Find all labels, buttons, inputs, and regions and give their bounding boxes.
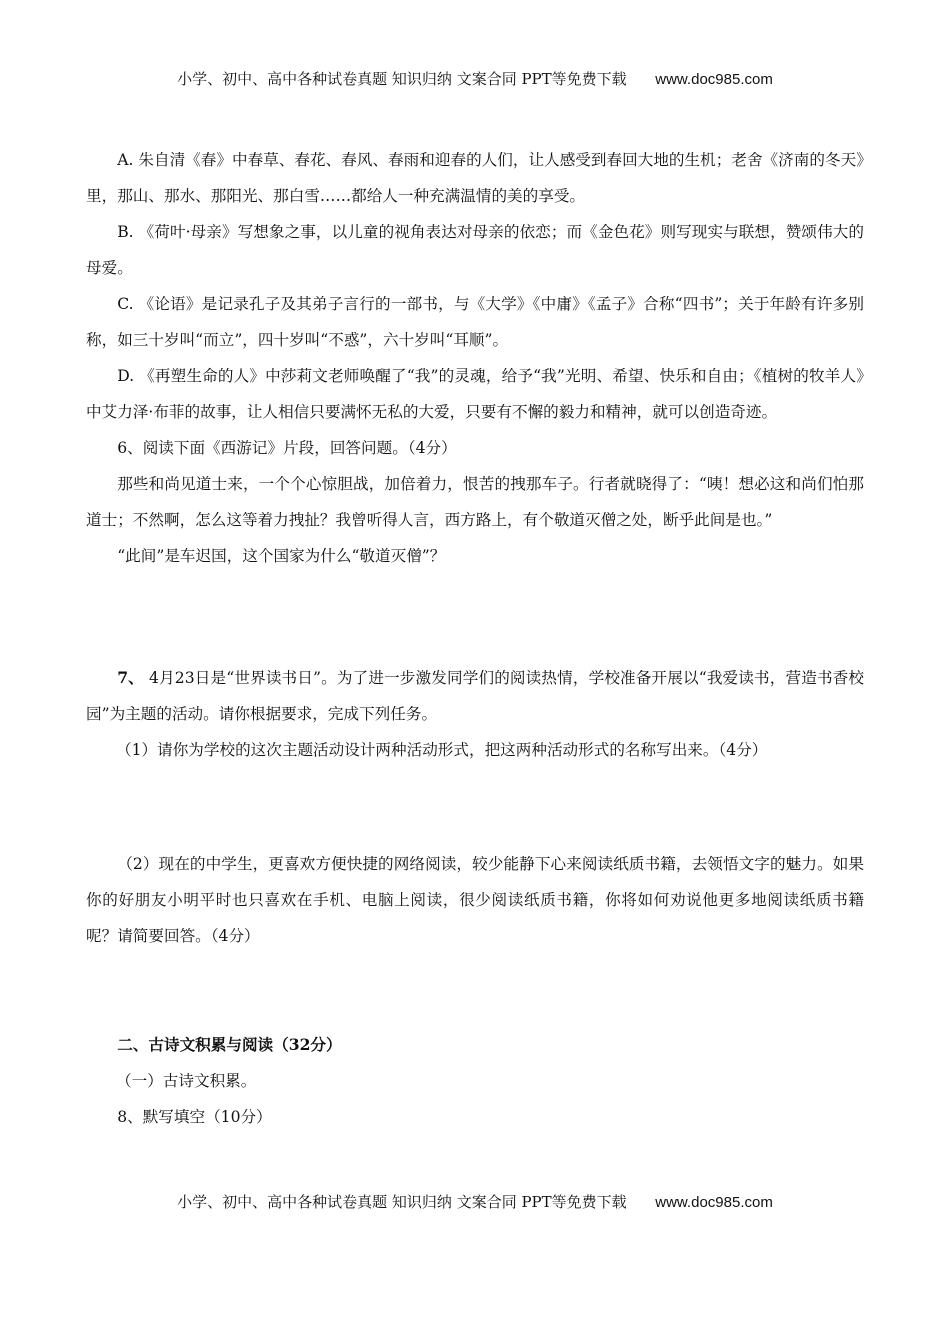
question-7-sub-1: （1）请你为学校的这次主题活动设计两种活动形式，把这两种活动形式的名称写出来。（4分）	[116, 741, 768, 759]
answer-space	[86, 768, 864, 846]
option-a: A. 朱自清《春》中春草、春花、春风、春雨和迎春的人们，让人感受到春回大地的生机；老舍《济南的冬天》里，那山、那水、那阳光、那白雪……都给人一种充满温情的美的享受。	[86, 151, 864, 205]
answer-space	[86, 574, 864, 660]
section-2-title: 二、古诗文积累与阅读（32分）	[117, 1035, 342, 1054]
question-7-intro	[86, 660, 864, 732]
document-body	[86, 142, 864, 1135]
header-text: 小学、初中、高中各种试卷真题 知识归纳 文案合同 PPT等免费下载	[177, 70, 627, 88]
question-6-title: 6、阅读下面《西游记》片段，回答问题。（4分）	[117, 439, 457, 457]
option-c: C. 《论语》是记录孔子及其弟子言行的一部书，与《大学》《中庸》《孟子》合称“四书”；关于年龄有许多别称，如三十岁叫“而立”，四十岁叫“不惑”，六十岁叫“耳顺”。	[86, 295, 864, 349]
question-7-sub-2: （2）现在的中学生，更喜欢方便快捷的网络阅读，较少能静下心来阅读纸质书籍，去领悟文字的魅力。如果你的好朋友小明平时也只喜欢在手机、电脑上阅读，很少阅读纸质书籍，你将如何劝说他更多地阅读纸质书籍呢？请简要回答。（4分）	[86, 855, 864, 945]
question-6-prompt: “此间”是车迟国，这个国家为什么“敬道灭僧”？	[117, 547, 446, 565]
option-d: D. 《再塑生命的人》中莎莉文老师唤醒了“我”的灵魂，给予“我”光明、希望、快乐和自由；《植树的牧羊人》中艾力泽·布菲的故事，让人相信只要满怀无私的大爱，只要有不懈的毅力和精神，就可以创造奇迹。	[86, 367, 864, 421]
answer-space	[86, 954, 864, 1027]
header-url: www.doc985.com	[655, 71, 773, 88]
section-2-subtitle: （一）古诗文积累。	[116, 1072, 257, 1090]
option-b: B. 《荷叶·母亲》写想象之事，以儿童的视角表达对母亲的依恋；而《金色花》则写现实与联想，赞颂伟大的母爱。	[86, 223, 864, 277]
page-header	[0, 68, 950, 89]
question-7-text: 4月23日是“世界读书日”。为了进一步激发同学们的阅读热情，学校准备开展以“我爱读书，营造书香校园”为主题的活动。请你根据要求，完成下列任务。	[86, 669, 865, 723]
question-8-title: 8、默写填空（10分）	[117, 1108, 272, 1126]
question-7-number: 7、	[117, 668, 144, 687]
footer-url: www.doc985.com	[655, 1194, 773, 1211]
page-footer	[0, 1191, 950, 1212]
question-6-passage: 那些和尚见道士来，一个个心惊胆战，加倍着力，恨苦的拽那车子。行者就晓得了：“咦！想必这和尚们怕那道士；不然啊，怎么这等着力拽扯？我曾听得人言，西方路上，有个敬道灭僧之处，断乎此间是也。”	[86, 475, 864, 529]
footer-text: 小学、初中、高中各种试卷真题 知识归纳 文案合同 PPT等免费下载	[177, 1193, 627, 1211]
